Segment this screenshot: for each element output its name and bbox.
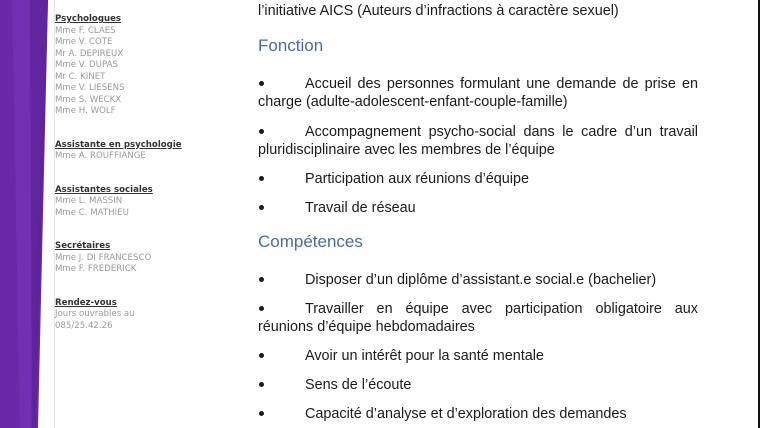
item-text: Disposer d’un diplôme d’assistant.e social.e (bachelier)	[305, 272, 657, 288]
item-text: Travail de réseau	[305, 200, 416, 216]
staff-name: Mme S. WECKX	[55, 94, 122, 105]
heading-fonction: Fonction	[258, 36, 324, 55]
group-secretaires	[55, 241, 215, 276]
competence-item	[258, 406, 698, 424]
item-text: Accueil des personnes formulant une demande de prise en charge (adulte-adolescent-enfant-couple-famille)	[258, 76, 698, 110]
appointment-text: Jours ouvrables au	[55, 309, 135, 319]
item-text: Participation aux réunions d’équipe	[305, 171, 530, 187]
fonction-item	[258, 171, 698, 189]
heading-competences: Compétences	[258, 232, 363, 251]
staff-name: Mme F. CLAES	[55, 25, 116, 36]
bullet-icon	[258, 171, 305, 189]
competence-item	[258, 377, 698, 395]
staff-name: Mme J. DI FRANCESCO	[55, 252, 152, 263]
bullet-icon	[258, 377, 305, 395]
group-title: Rendez-vous	[55, 297, 117, 308]
fonction-item	[258, 124, 698, 159]
staff-name: Mme V. COTE	[55, 37, 113, 47]
competence-item	[258, 301, 698, 336]
staff-name: Mme H. WOLF	[55, 106, 116, 116]
staff-name: Mme C. MATHIEU	[55, 207, 129, 218]
bullet-icon	[258, 301, 305, 319]
bullet-icon	[258, 200, 305, 218]
item-text: Accompagnement psycho-social dans le cadre d’un travail pluridisciplinaire avec les membres de l’équipe	[258, 124, 698, 158]
group-title: Assistantes sociales	[55, 184, 153, 195]
group-title: Psychologues	[55, 14, 122, 24]
bullet-icon	[258, 124, 305, 142]
decorative-purple-band	[0, 0, 60, 428]
staff-name: Mme F. FREDERICK	[55, 264, 137, 274]
staff-name: Mme V. DUPAS	[55, 60, 118, 70]
competence-item	[258, 272, 698, 290]
staff-sidebar	[55, 14, 215, 354]
staff-name: Mme L. MASSIN	[55, 196, 123, 206]
group-assistante-psychologie	[55, 140, 215, 163]
competence-item	[258, 348, 698, 366]
bullet-icon	[258, 406, 305, 424]
bullet-icon	[258, 348, 305, 366]
staff-name: Mme A. ROUFFIANGE	[55, 151, 146, 161]
fonction-item	[258, 76, 698, 111]
item-text: Capacité d’analyse et d’exploration des demandes	[305, 406, 627, 422]
intro-text: l’initiative AICS (Auteurs d’infractions à caractère sexuel)	[258, 3, 619, 19]
item-text: Travailler en équipe avec participation obligatoire aux réunions d’équipe hebdomadaires	[258, 301, 698, 335]
staff-name: Mr C. KINET	[55, 71, 106, 82]
staff-name: Mme V. LIESENS	[55, 83, 125, 93]
group-assistantes-sociales	[55, 185, 215, 220]
group-title: Assistante en psychologie	[55, 139, 182, 150]
item-text: Avoir un intérêt pour la santé mentale	[305, 348, 544, 364]
group-psychologues	[55, 14, 215, 118]
bullet-icon	[258, 272, 305, 290]
appointment-phone: 085/25.42.26	[55, 320, 113, 331]
fonction-item	[258, 200, 698, 218]
group-title: Secrétaires	[55, 241, 111, 251]
item-text: Sens de l’écoute	[305, 377, 412, 393]
staff-name: Mr A. DEPIREUX	[55, 48, 124, 59]
bullet-icon	[258, 76, 305, 94]
group-rendez-vous	[55, 298, 215, 333]
